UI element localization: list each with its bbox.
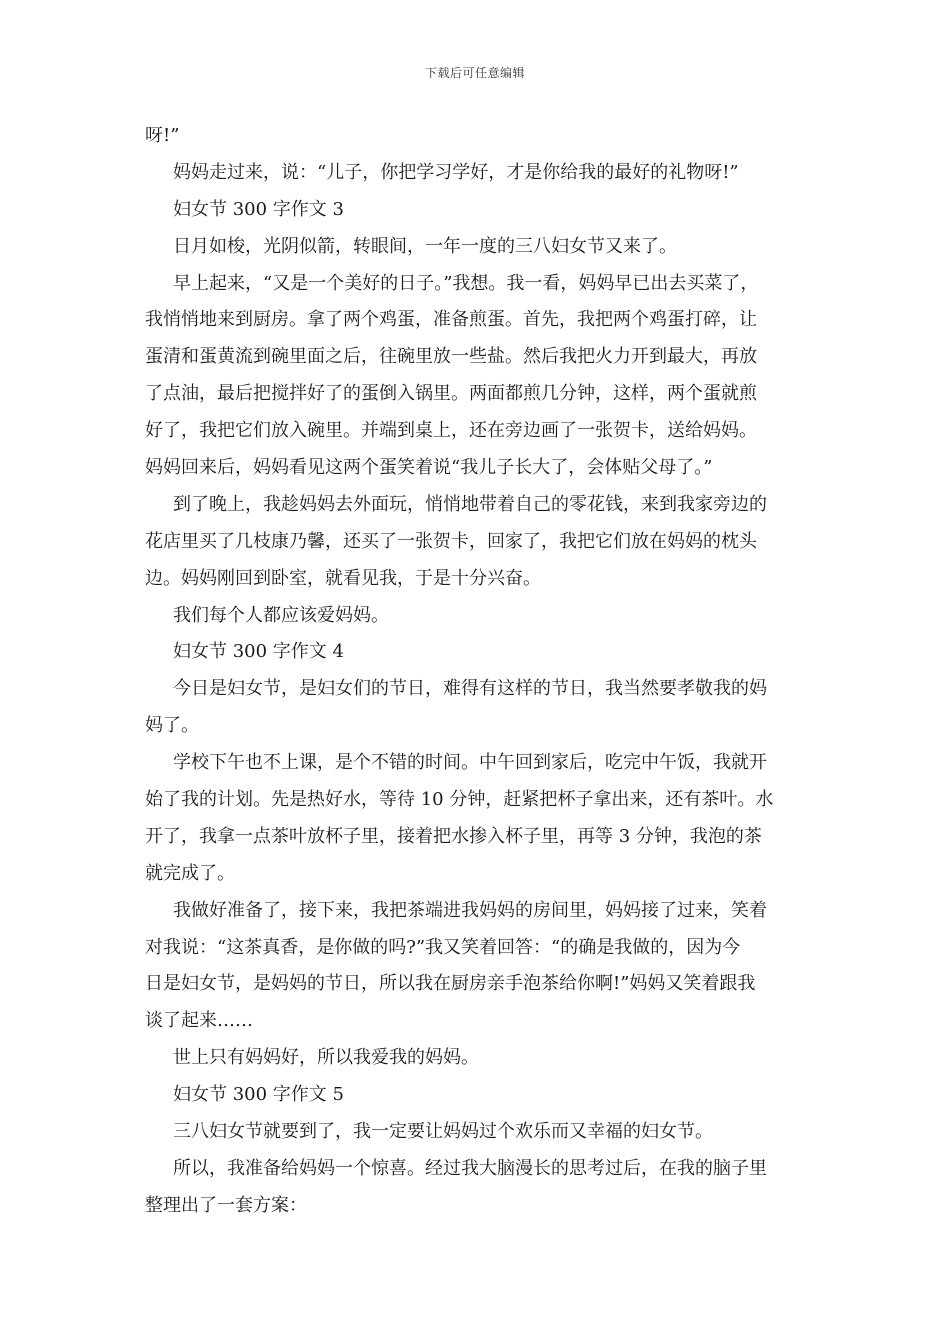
- text-line: 世上只有妈妈好，所以我爱我的妈妈。: [173, 1047, 479, 1069]
- text-line: 了点油，最后把搅拌好了的蛋倒入锅里。两面都煎几分钟，这样，两个蛋就煎: [145, 383, 757, 405]
- text-line: 早上起来，“又是一个美好的日子。”我想。我一看，妈妈早已出去买菜了，: [173, 272, 759, 294]
- text-line: 整理出了一套方案：: [145, 1194, 307, 1216]
- text-line: 妇女节 300 字作文 4: [173, 641, 344, 663]
- text-line: 妈妈回来后，妈妈看见这两个蛋笑着说“我儿子长大了，会体贴父母了。”: [145, 457, 713, 479]
- text-line: 我们每个人都应该爱妈妈。: [173, 604, 389, 626]
- text-line: 三八妇女节就要到了，我一定要让妈妈过个欢乐而又幸福的妇女节。: [173, 1121, 713, 1143]
- text-line: 到了晚上，我趁妈妈去外面玩，悄悄地带着自己的零花钱，来到我家旁边的: [173, 493, 767, 515]
- text-line: 我悄悄地来到厨房。拿了两个鸡蛋，准备煎蛋。首先，我把两个鸡蛋打碎，让: [145, 309, 757, 331]
- text-line: 妇女节 300 字作文 3: [173, 198, 344, 220]
- text-line: 谈了起来……: [145, 1010, 253, 1032]
- text-line: 妈妈走过来，说：“儿子，你把学习学好，才是你给我的最好的礼物呀!”: [173, 161, 739, 183]
- text-line: 蛋清和蛋黄流到碗里面之后，往碗里放一些盐。然后我把火力开到最大，再放: [145, 346, 757, 368]
- document-body: [145, 118, 810, 1225]
- text-line: 花店里买了几枝康乃馨，还买了一张贺卡，回家了，我把它们放在妈妈的枕头: [145, 530, 757, 552]
- text-line: 开了，我拿一点茶叶放杯子里，接着把水掺入杯子里，再等 3 分钟，我泡的茶: [145, 825, 762, 847]
- text-line: 始了我的计划。先是热好水，等待 10 分钟，赶紧把杯子拿出来，还有茶叶。水: [145, 789, 774, 811]
- text-line: 妈了。: [145, 715, 199, 737]
- text-line: 所以，我准备给妈妈一个惊喜。经过我大脑漫长的思考过后，在我的脑子里: [173, 1157, 767, 1179]
- text-line: 我做好准备了，接下来，我把茶端进我妈妈的房间里，妈妈接了过来，笑着: [173, 899, 767, 921]
- text-line: 边。妈妈刚回到卧室，就看见我，于是十分兴奋。: [145, 567, 541, 589]
- text-line: 日是妇女节，是妈妈的节日，所以我在厨房亲手泡茶给你啊!”妈妈又笑着跟我: [145, 973, 756, 995]
- text-line: 对我说：“这茶真香，是你做的吗?”我又笑着回答：“的确是我做的，因为今: [145, 936, 741, 958]
- text-line: 日月如梭，光阴似箭，转眼间，一年一度的三八妇女节又来了。: [173, 235, 677, 257]
- text-line: 学校下午也不上课，是个不错的时间。中午回到家后，吃完中午饭，我就开: [173, 752, 767, 774]
- page-header: 下载后可任意编辑: [424, 66, 525, 80]
- text-line: 呀!”: [145, 125, 180, 146]
- text-line: 妇女节 300 字作文 5: [173, 1084, 344, 1106]
- text-line: 今日是妇女节，是妇女们的节日，难得有这样的节日，我当然要孝敬我的妈: [173, 678, 767, 700]
- text-line: 就完成了。: [145, 862, 235, 884]
- text-line: 好了，我把它们放入碗里。并端到桌上，还在旁边画了一张贺卡，送给妈妈。: [145, 420, 757, 442]
